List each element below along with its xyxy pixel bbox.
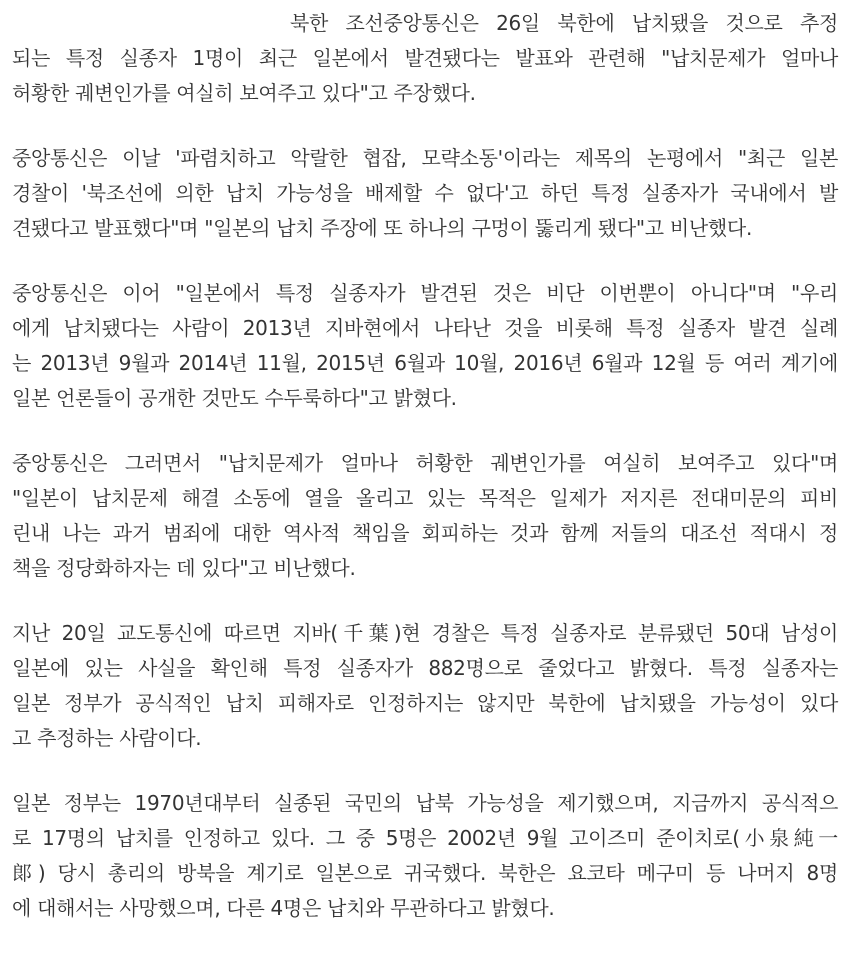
paragraph-line: 되는 특정 실종자 1명이 최근 일본에서 발견됐다는 발표와 관련해 "납치문제가 얼마나 xyxy=(12,46,838,70)
paragraph-line: 로 17명의 납치를 인정하고 있다. 그 중 5명은 2002년 9월 고이즈미 준이치로(小泉純一 xyxy=(12,826,838,850)
paragraph-line: 중앙통신은 이날 '파렴치하고 악랄한 협잡, 모략소동'이라는 제목의 논평에서 "최근 일본 xyxy=(12,146,838,170)
paragraph-line: 는 2013년 9월과 2014년 11월, 2015년 6월과 10월, 2016년 6월과 12월 등 여러 계기에 xyxy=(12,351,838,375)
paragraph-line: 에게 납치됐다는 사람이 2013년 지바현에서 나타난 것을 비롯해 특정 실종자 발견 실례 xyxy=(12,316,838,340)
paragraph-line: 郞) 당시 총리의 방북을 계기로 일본으로 귀국했다. 북한은 요코타 메구미 등 나머지 8명 xyxy=(12,861,838,885)
paragraph-4 xyxy=(12,446,838,586)
paragraph-6 xyxy=(12,786,838,926)
paragraph-line: 일본 언론들이 공개한 것만도 수두룩하다"고 밝혔다. xyxy=(12,386,457,410)
paragraph-line: 중앙통신은 이어 "일본에서 특정 실종자가 발견된 것은 비단 이번뿐이 아니다"며 "우리 xyxy=(12,281,838,305)
article-body xyxy=(12,6,838,956)
paragraph-5 xyxy=(12,616,838,756)
paragraph-line: 린내 나는 과거 범죄에 대한 역사적 책임을 회피하는 것과 함께 저들의 대조선 적대시 정 xyxy=(12,521,838,545)
paragraph-line: 일본에 있는 사실을 확인해 특정 실종자가 882명으로 줄었다고 밝혔다. 특정 실종자는 xyxy=(12,656,838,680)
paragraph-line: 일본 정부가 공식적인 납치 피해자로 인정하지는 않지만 북한에 납치됐을 가능성이 있다 xyxy=(12,691,838,715)
paragraph-line: 일본 정부는 1970년대부터 실종된 국민의 납북 가능성을 제기했으며, 지금까지 공식적으 xyxy=(12,791,838,815)
paragraph-1 xyxy=(12,6,838,111)
paragraph-line: 에 대해서는 사망했으며, 다른 4명은 납치와 무관하다고 밝혔다. xyxy=(12,896,555,920)
paragraph-3 xyxy=(12,276,838,416)
paragraph-line: 북한 조선중앙통신은 26일 북한에 납치됐을 것으로 추정 xyxy=(290,11,838,35)
paragraph-line: 허황한 궤변인가를 여실히 보여주고 있다"고 주장했다. xyxy=(12,81,476,105)
paragraph-line: "일본이 납치문제 해결 소동에 열을 올리고 있는 목적은 일제가 저지른 전대미문의 피비 xyxy=(12,486,838,510)
paragraph-line: 고 추정하는 사람이다. xyxy=(12,726,202,750)
paragraph-2 xyxy=(12,141,838,246)
paragraph-line: 경찰이 '북조선에 의한 납치 가능성을 배제할 수 없다'고 하던 특정 실종자가 국내에서 발 xyxy=(12,181,838,205)
paragraph-line: 지난 20일 교도통신에 따르면 지바(千葉)현 경찰은 특정 실종자로 분류됐던 50대 남성이 xyxy=(12,621,838,645)
paragraph-line: 중앙통신은 그러면서 "납치문제가 얼마나 허황한 궤변인가를 여실히 보여주고 있다"며 xyxy=(12,451,838,475)
paragraph-line: 책을 정당화하자는 데 있다"고 비난했다. xyxy=(12,556,356,580)
paragraph-line: 견됐다고 발표했다"며 "일본의 납치 주장에 또 하나의 구멍이 뚫리게 됐다"고 비난했다. xyxy=(12,216,753,240)
